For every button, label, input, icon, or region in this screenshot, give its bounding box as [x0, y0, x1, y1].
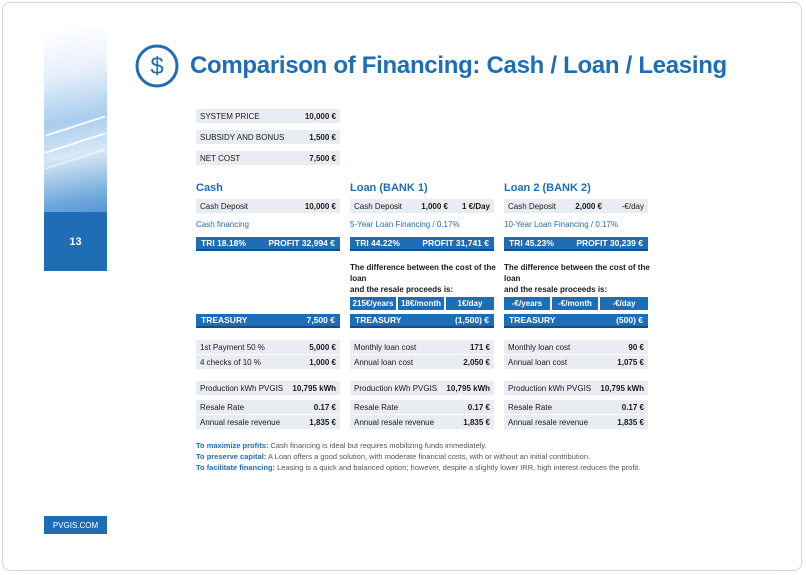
- loan1-treasury-bar: [350, 314, 494, 328]
- chip-day: -€/day: [600, 297, 648, 310]
- loan2-deposit-row: [504, 199, 648, 213]
- resale-rate-row: [350, 400, 494, 414]
- note-line: The difference between the cost of the: [504, 263, 650, 272]
- summary-label: NET COST: [200, 153, 241, 163]
- loan2-financing-label: 10-Year Loan Financing / 0.17%: [504, 220, 619, 229]
- cost-row: [504, 355, 648, 369]
- tri-value: TRI 44.22%: [355, 238, 400, 248]
- deposit-value: 2,000 €: [575, 201, 602, 211]
- production-value: 10,795 kWh: [446, 383, 490, 393]
- cost-row: [504, 340, 648, 354]
- cash-heading: Cash: [196, 182, 223, 194]
- summary-row: [196, 130, 340, 144]
- deposit-daily: -€/day: [621, 201, 644, 211]
- treasury-value: (1,500) €: [454, 315, 489, 325]
- cost-label: Monthly loan cost: [508, 342, 571, 352]
- production-label: Production kWh PVGIS: [354, 383, 438, 393]
- revenue-value: 1,835 €: [617, 417, 644, 427]
- cost-label: 4 checks of 10 %: [200, 357, 261, 367]
- profit-value: PROFIT 31,741 €: [422, 238, 489, 248]
- dollar-circle-icon: [134, 43, 180, 89]
- loan2-difference-note: [504, 262, 654, 295]
- loan2-treasury-bar: [504, 314, 648, 328]
- cost-value: 2,050 €: [463, 357, 490, 367]
- treasury-label: TREASURY: [355, 315, 402, 325]
- cost-value: 1,000 €: [309, 357, 336, 367]
- resale-rate-row: [504, 400, 648, 414]
- footnote-text: Leasing is a quick and balanced option; however, despite a slightly lower IRR, high interest reduces the profit.: [275, 463, 641, 472]
- summary-value: 1,500 €: [309, 132, 336, 142]
- resale-rate-label: Resale Rate: [200, 402, 245, 412]
- page-title: Comparison of Financing: Cash / Loan / Leasing: [190, 52, 727, 79]
- loan1-heading: Loan (BANK 1): [350, 182, 428, 194]
- footnote-text: A Loan offers a good solution, with moderate financial costs, with or without an initial contribution.: [266, 452, 591, 461]
- footnote-lead: To preserve capital:: [196, 452, 267, 461]
- loan1-difference-chips: [350, 297, 494, 310]
- production-row: [196, 381, 340, 395]
- chip-years: 215€/years: [350, 297, 396, 310]
- page-number: 13: [44, 212, 107, 271]
- cash-treasury-bar: [196, 314, 340, 328]
- treasury-value: (500) €: [616, 315, 643, 325]
- chip-month: -€/month: [552, 297, 598, 310]
- cost-label: Monthly loan cost: [354, 342, 417, 352]
- summary-row: [196, 151, 340, 165]
- cost-value: 171 €: [469, 342, 490, 352]
- cost-row: [350, 355, 494, 369]
- tri-value: TRI 45.23%: [509, 238, 554, 248]
- footnote-text: Cash financing is ideal but requires mobilizing funds immediately.: [268, 441, 487, 450]
- cost-value: 90 €: [628, 342, 644, 352]
- deposit-label: Cash Deposit: [354, 201, 403, 211]
- treasury-value: 7,500 €: [306, 315, 335, 325]
- loan2-heading: Loan 2 (BANK 2): [504, 182, 591, 194]
- chip-years: -€/years: [504, 297, 550, 310]
- footnote: [196, 440, 756, 451]
- production-value: 10,795 kWh: [600, 383, 644, 393]
- production-row: [350, 381, 494, 395]
- note-line: and the resale proceeds is:: [350, 285, 454, 294]
- loan1-deposit-row: [350, 199, 494, 213]
- loan1-difference-note: [350, 262, 500, 295]
- note-line: The difference between the cost of the: [350, 263, 496, 272]
- deposit-label: Cash Deposit: [200, 201, 249, 211]
- cost-row: [196, 340, 340, 354]
- footnote: [196, 462, 756, 473]
- cost-label: Annual loan cost: [354, 357, 414, 367]
- cash-deposit-row: [196, 199, 340, 213]
- footnotes: [196, 440, 756, 473]
- cost-label: Annual loan cost: [508, 357, 568, 367]
- resale-rate-label: Resale Rate: [354, 402, 399, 412]
- treasury-label: TREASURY: [509, 315, 556, 325]
- loan2-tri-bar: [504, 237, 648, 251]
- chip-month: 18€/month: [398, 297, 444, 310]
- summary-value: 10,000 €: [304, 111, 336, 121]
- loan1-tri-bar: [350, 237, 494, 251]
- revenue-row: [196, 415, 340, 429]
- resale-rate-row: [196, 400, 340, 414]
- loan1-financing-label: 5-Year Loan Financing / 0.17%: [350, 220, 460, 229]
- production-label: Production kWh PVGIS: [200, 383, 284, 393]
- cash-financing-label: Cash financing: [196, 220, 249, 229]
- treasury-label: TREASURY: [201, 315, 248, 325]
- revenue-row: [504, 415, 648, 429]
- deposit-value: 10,000 €: [304, 201, 336, 211]
- summary-label: SYSTEM PRICE: [200, 111, 260, 121]
- tri-value: TRI 18.18%: [201, 238, 246, 248]
- resale-rate-value: 0.17 €: [621, 402, 644, 412]
- production-value: 10,795 kWh: [292, 383, 336, 393]
- profit-value: PROFIT 30,239 €: [576, 238, 643, 248]
- profit-value: PROFIT 32,994 €: [268, 238, 335, 248]
- cost-row: [350, 340, 494, 354]
- deposit-value: 1,000 €: [421, 201, 448, 211]
- deposit-label: Cash Deposit: [508, 201, 557, 211]
- note-line: loan: [504, 274, 521, 283]
- revenue-label: Annual resale revenue: [200, 417, 281, 427]
- loan2-difference-chips: [504, 297, 648, 310]
- cost-label: 1st Payment 50 %: [200, 342, 265, 352]
- chip-day: 1€/day: [446, 297, 494, 310]
- revenue-label: Annual resale revenue: [354, 417, 435, 427]
- footnote-lead: To maximize profits:: [196, 441, 269, 450]
- site-badge[interactable]: PVGIS.COM: [44, 516, 107, 534]
- cost-row: [196, 355, 340, 369]
- note-line: loan: [350, 274, 367, 283]
- production-label: Production kWh PVGIS: [508, 383, 592, 393]
- cost-value: 1,075 €: [617, 357, 644, 367]
- resale-rate-value: 0.17 €: [467, 402, 490, 412]
- revenue-value: 1,835 €: [463, 417, 490, 427]
- svg-text:$: $: [150, 53, 164, 80]
- deposit-daily: 1 €/Day: [461, 201, 490, 211]
- revenue-label: Annual resale revenue: [508, 417, 589, 427]
- resale-rate-value: 0.17 €: [313, 402, 336, 412]
- resale-rate-label: Resale Rate: [508, 402, 553, 412]
- footnote: [196, 451, 756, 462]
- footnote-lead: To facilitate financing:: [196, 463, 276, 472]
- production-row: [504, 381, 648, 395]
- note-line: and the resale proceeds is:: [504, 285, 608, 294]
- summary-value: 7,500 €: [309, 153, 336, 163]
- revenue-value: 1,835 €: [309, 417, 336, 427]
- summary-label: SUBSIDY AND BONUS: [200, 132, 285, 142]
- revenue-row: [350, 415, 494, 429]
- summary-row: [196, 109, 340, 123]
- cost-value: 5,000 €: [309, 342, 336, 352]
- cash-tri-bar: [196, 237, 340, 251]
